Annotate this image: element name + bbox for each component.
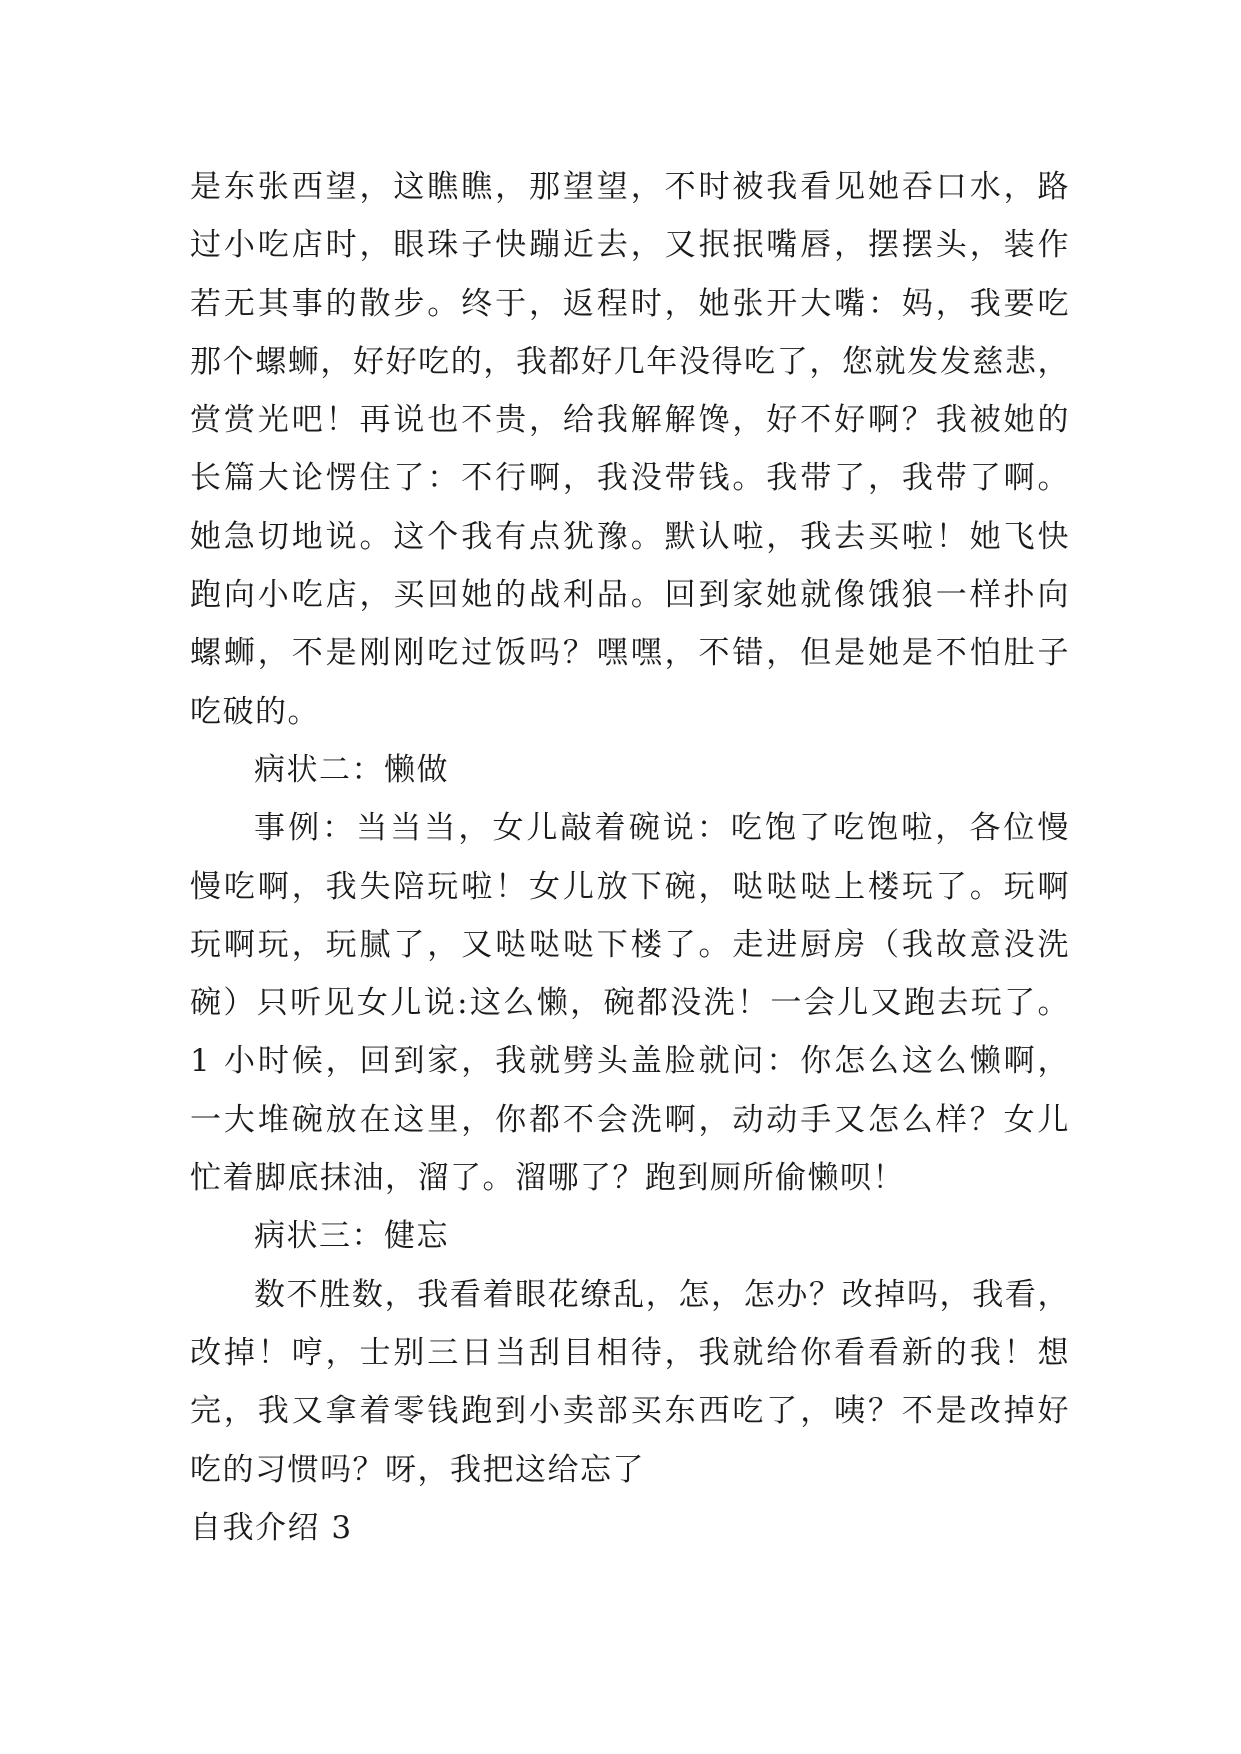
text-line: 长篇大论愣住了：不行啊，我没带钱。我带了，我带了啊。: [190, 460, 1070, 497]
text-line: 螺蛳，不是刚刚吃过饭吗？嘿嘿，不错，但是她是不怕肚子: [190, 635, 1070, 672]
document-body: [190, 158, 1070, 1557]
text-line: 碗）只听见女儿说:这么懒，碗都没洗！一会儿又跑去玩了。: [190, 985, 1070, 1022]
text-line: 那个螺蛳，好好吃的，我都好几年没得吃了，您就发发慈悲，: [190, 343, 1070, 380]
text-line: 她急切地说。这个我有点犹豫。默认啦，我去买啦！她飞快: [190, 518, 1070, 555]
text-line: 1 小时候，回到家，我就劈头盖脸就问：你怎么这么懒啊，: [190, 1043, 1070, 1080]
text-line: 赏赏光吧！再说也不贵，给我解解馋，好不好啊？我被她的: [190, 402, 1070, 439]
text-line: 事例：当当当，女儿敲着碗说：吃饱了吃饱啦，各位慢: [254, 810, 1070, 847]
section-heading: 病状二：懒做: [254, 751, 449, 788]
text-line: 吃破的。: [190, 693, 320, 730]
text-line: 忙着脚底抹油，溜了。溜哪了？跑到厕所偷懒呗！: [190, 1160, 905, 1197]
text-line: 玩啊玩，玩腻了，又哒哒哒下楼了。走进厨房（我故意没洗: [190, 926, 1070, 963]
text-line: 吃的习惯吗？呀，我把这给忘了: [190, 1451, 645, 1488]
text-line: 若无其事的散步。终于，返程时，她张开大嘴：妈，我要吃: [190, 285, 1070, 322]
text-line: 慢吃啊，我失陪玩啦！女儿放下碗，哒哒哒上楼玩了。玩啊: [190, 868, 1070, 905]
text-line: 跑向小吃店，买回她的战利品。回到家她就像饿狼一样扑向: [190, 577, 1070, 614]
section-heading: 病状三：健忘: [254, 1218, 449, 1255]
text-line: 完，我又拿着零钱跑到小卖部买东西吃了，咦？不是改掉好: [190, 1393, 1070, 1430]
text-line: 改掉！哼，士别三日当刮目相待，我就给你看看新的我！想: [190, 1334, 1070, 1371]
section-title: 自我介绍 3: [190, 1509, 353, 1546]
text-line: 过小吃店时，眼珠子快蹦近去，又抿抿嘴唇，摆摆头，装作: [190, 227, 1070, 264]
text-line: 是东张西望，这瞧瞧，那望望，不时被我看见她吞口水，路: [190, 169, 1070, 205]
text-line: 一大堆碗放在这里，你都不会洗啊，动动手又怎么样？女儿: [190, 1101, 1070, 1138]
text-line: 数不胜数，我看着眼花缭乱，怎，怎办？改掉吗，我看，: [254, 1276, 1070, 1313]
